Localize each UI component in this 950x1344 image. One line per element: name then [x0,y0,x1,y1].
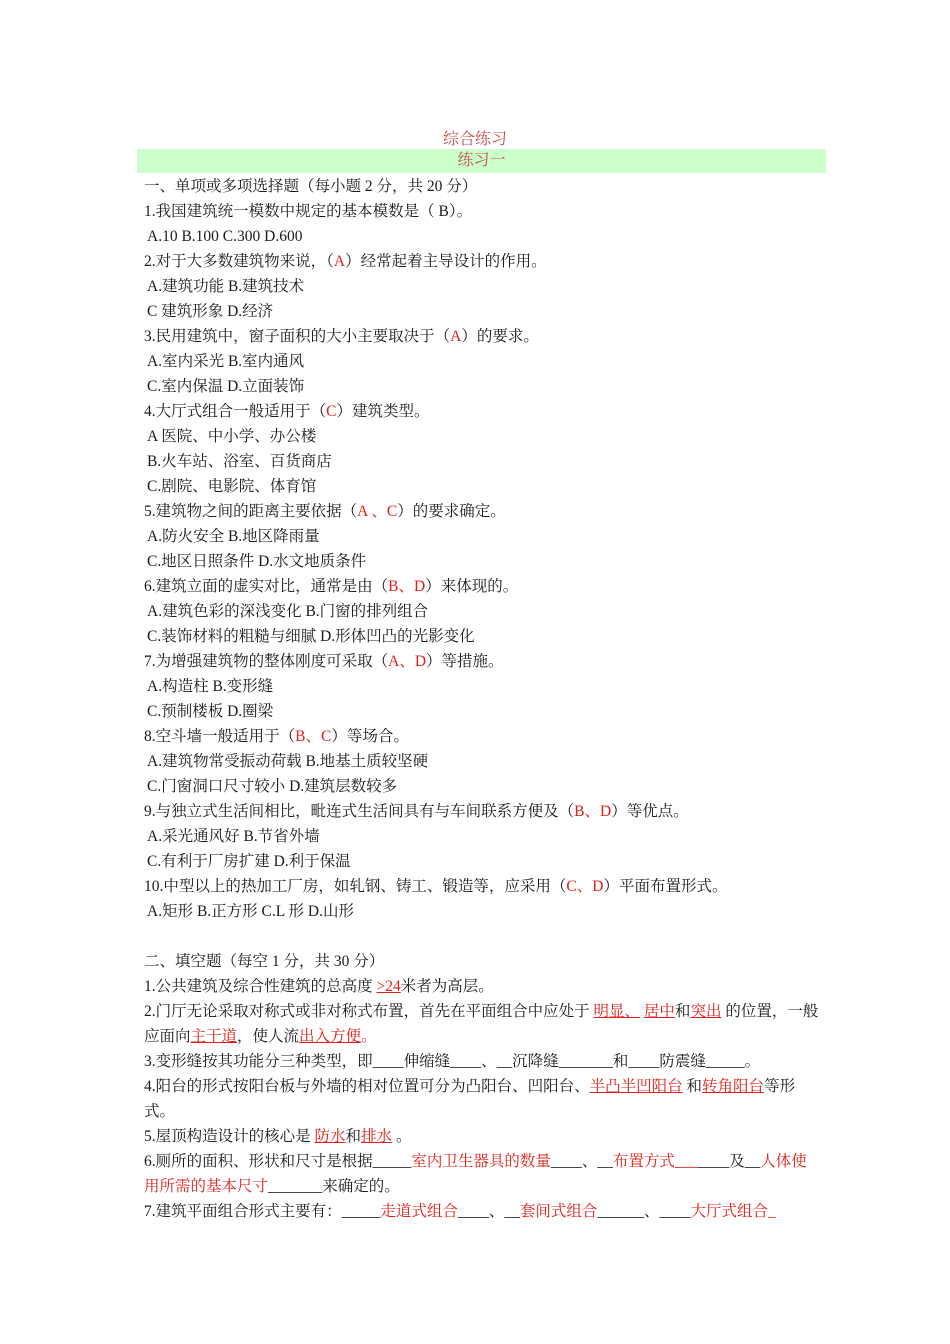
f5-tail: 。 [395,1128,412,1145]
q4-stem: 4.大厅式组合一般适用于（ [144,403,327,420]
f4-stem: 4.阳台的形式按阳台板与外墙的相对位置可分为凸阳台、凹阳台、 [144,1078,590,1095]
question-10-option: A.矩形 B.正方形 C.L 形 D.山形 [147,903,354,920]
fill-1 [144,974,819,999]
f6-blank-2: ____及__ [698,1153,761,1170]
question-9-option: A.采光通风好 B.节省外墙 [147,828,320,845]
f4-answer-1: 半凸半凹阳台 [589,1078,683,1095]
f2-answer-3: 突出 [690,1003,722,1020]
section-banner: 练习一 [137,149,826,173]
q9-tail: ）等优点。 [611,803,689,820]
f6-blank-3: _______ [268,1178,323,1195]
f7-answer-3: 大厅式组合_ [690,1203,776,1220]
f2-and: 和 [674,1003,691,1020]
question-6 [144,574,819,599]
f1-tail: 米者为高层。 [400,978,494,995]
question-5-option: A.防火安全 B.地区降雨量 [147,528,320,545]
question-6-option: C.装饰材料的粗糙与细腻 D.形体凹凸的光影变化 [147,628,475,645]
f5-and: 和 [345,1128,362,1145]
question-5-option: C.地区日照条件 D.水文地质条件 [147,553,367,570]
q5-stem: 5.建筑物之间的距离主要依据（ [144,503,358,520]
q2-tail: ）经常起着主导设计的作用。 [345,253,547,270]
question-7 [144,649,819,674]
question-1: 1.我国建筑统一模数中规定的基本模数是（ B）。 [144,203,473,220]
question-9 [144,799,819,824]
f6-answer-3: 人体使用所需的基本尺寸 [144,1153,807,1195]
question-6-option: A.建筑色彩的深浅变化 B.门窗的排列组合 [147,603,429,620]
q7-answer: A、D [388,653,427,670]
f4-tail: 等形式。 [144,1078,796,1120]
f4-and: 和 [686,1078,703,1095]
fill-2 [144,999,819,1049]
question-4 [144,399,819,424]
f6-tail: 来确定的。 [322,1178,400,1195]
f7-blank-2: ______、____ [597,1203,691,1220]
question-3 [144,324,819,349]
q7-tail: ）等措施。 [426,653,504,670]
doc-title: 综合练习 [442,131,507,148]
f6-stem: 6.厕所的面积、形状和尺寸是根据_____ [144,1153,412,1170]
question-2 [144,249,819,274]
f1-answer: >24 [376,978,401,995]
q2-stem: 2.对于大多数建筑物来说，（ [144,253,334,270]
f5-stem: 5.屋顶构造设计的核心是 [144,1128,311,1145]
question-3-option: C.室内保温 D.立面装饰 [147,378,305,395]
question-1-options: A.10 B.100 C.300 D.600 [147,228,303,245]
f5-answer-2: 排水 [361,1128,393,1145]
q8-tail: ）等场合。 [331,728,409,745]
f7-blank-1: ____、__ [457,1203,520,1220]
fill-6 [144,1149,819,1199]
f6-answer-2: 布置方式___ [612,1153,699,1170]
f2-mid: 的位置，一般应面向 [144,1003,819,1045]
f1-stem: 1.公共建筑及综合性建筑的总高度 [144,978,373,995]
f7-answer-2: 套间式组合 [519,1203,598,1220]
q6-tail: ）来体现的。 [425,578,519,595]
q8-stem: 8.空斗墙一般适用于（ [144,728,296,745]
q5-answer: A 、C [357,503,398,520]
f2-stem: 2.门厅无论采取对称式或非对称式布置，首先在平面组合中应处于 [144,1003,590,1020]
q6-stem: 6.建筑立面的虚实对比，通常是由（ [144,578,389,595]
part2-heading: 二、填空题（每空 1 分，共 30 分） [144,953,385,970]
f2-answer-2: 居中 [643,1003,675,1020]
fill-5 [144,1124,819,1149]
q10-stem: 10.中型以上的热加工厂房，如轧钢、铸工、锻造等，应采用（ [144,878,567,895]
f7-stem: 7.建筑平面组合形式主要有：_____ [144,1203,381,1220]
f7-answer-1: 走道式组合 [380,1203,458,1220]
question-10 [144,874,819,899]
f6-blank-1: ____、__ [550,1153,613,1170]
f6-answer-1: 室内卫生器具的数量 [411,1153,551,1170]
q9-stem: 9.与独立式生活间相比，毗连式生活间具有与车间联系方便及（ [144,803,575,820]
f2-tail: 。 [361,1028,377,1045]
q4-answer: C [326,403,337,420]
question-2-option: A.建筑功能 B.建筑技术 [147,278,305,295]
question-8-option: A.建筑物常受振动荷载 B.地基土质较坚硬 [147,753,429,770]
question-3-option: A.室内采光 B.室内通风 [147,353,305,370]
question-9-option: C.有利于厂房扩建 D.利于保温 [147,853,351,870]
f2-answer-5: 出入方便 [299,1028,362,1045]
question-7-option: A.构造柱 B.变形缝 [147,678,274,695]
fill-4 [144,1074,819,1124]
q4-tail: ）建筑类型。 [336,403,430,420]
f2-mid-2: ，使人流 [237,1028,300,1045]
question-2-option: C 建筑形象 D.经济 [147,303,274,320]
question-8 [144,724,819,749]
question-4-option: B.火车站、浴室、百货商店 [147,453,332,470]
question-4-option: C.剧院、电影院、体育馆 [147,478,317,495]
f2-answer-1: 明显、 [593,1003,641,1020]
q3-stem: 3.民用建筑中，窗子面积的大小主要取决于（ [144,328,451,345]
q7-stem: 7.为增强建筑物的整体刚度可采取（ [144,653,389,670]
question-5 [144,499,819,524]
q5-tail: ）的要求确定。 [397,503,506,520]
q9-answer: B、D [574,803,612,820]
q8-answer: B、C [295,728,332,745]
fill-3: 3.变形缝按其功能分三种类型，即____伸缩缝____、__沉降缝_______和____防震缝_____。 [144,1053,761,1070]
f5-answer-1: 防水 [314,1128,346,1145]
question-8-option: C.门窗洞口尺寸较小 D.建筑层数较多 [147,778,398,795]
q2-answer: A [333,253,346,270]
spacer [144,924,819,949]
q3-tail: ）的要求。 [461,328,539,345]
q6-answer: B、D [388,578,426,595]
question-4-option: A 医院、中小学、办公楼 [147,428,317,445]
q10-answer: C、D [566,878,604,895]
q10-tail: ）平面布置形式。 [603,878,728,895]
part1-heading: 一、单项或多项选择题（每小题 2 分，共 20 分） [144,178,478,195]
f4-answer-2: 转角阳台 [702,1078,765,1095]
q3-answer: A [450,328,462,345]
fill-7 [144,1199,819,1224]
doc-content [144,174,819,1224]
f2-answer-4: 主干道 [190,1028,238,1045]
question-7-option: C.预制楼板 D.圈梁 [147,703,274,720]
